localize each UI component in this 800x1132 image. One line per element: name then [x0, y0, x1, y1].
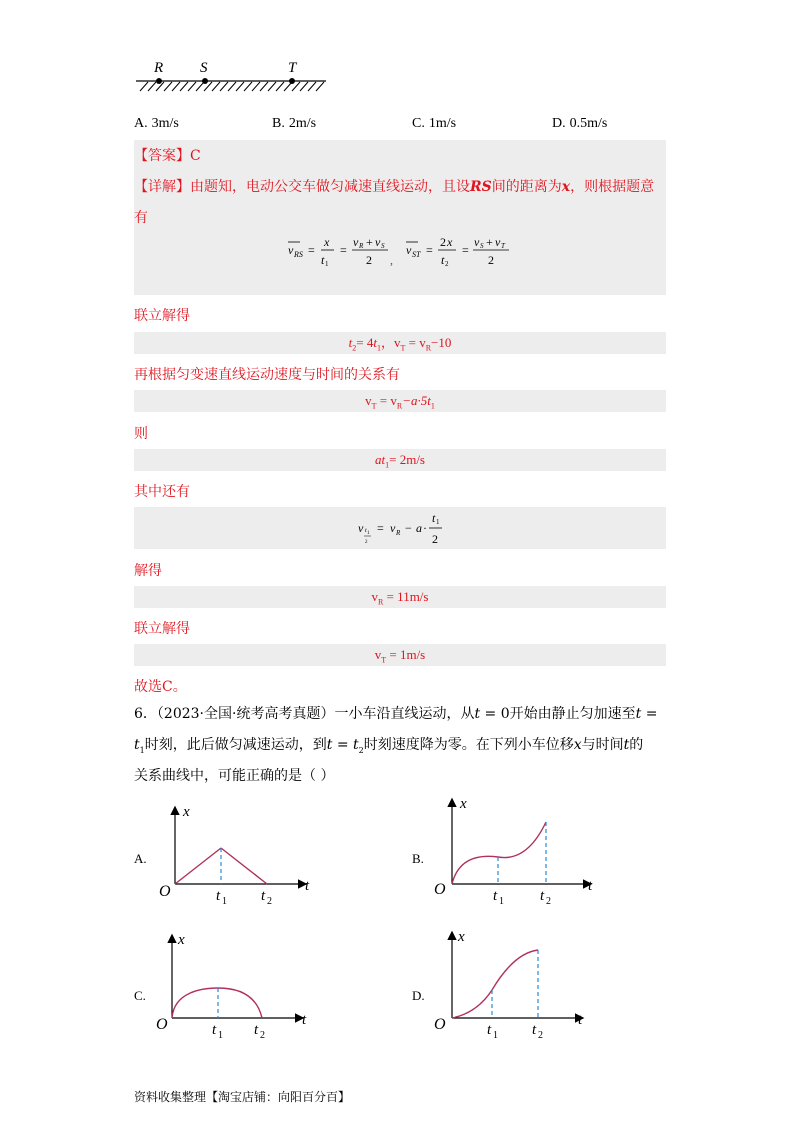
- svg-text:S: S: [381, 242, 385, 250]
- step-eq-6: $v_T = 1m/s$: [134, 644, 666, 666]
- svg-text:=: =: [308, 243, 315, 257]
- svg-text:=: =: [426, 243, 433, 257]
- svg-text:t: t: [540, 888, 545, 904]
- svg-text:t: t: [321, 253, 325, 267]
- svg-text:1: 1: [493, 1030, 498, 1041]
- point-t: [289, 78, 295, 84]
- svg-text:1: 1: [218, 1030, 223, 1041]
- option-d[interactable]: D. 0.5m/s: [552, 116, 608, 131]
- graph-a-letter[interactable]: A.: [134, 851, 147, 866]
- svg-text:O: O: [434, 881, 446, 898]
- option-b[interactable]: B. 2m/s: [272, 116, 317, 131]
- svg-text:T: T: [501, 242, 505, 250]
- point-r: [156, 78, 162, 84]
- svg-text:v: v: [406, 243, 412, 257]
- svg-text:2: 2: [445, 260, 449, 268]
- svg-text:·: ·: [423, 521, 427, 535]
- graph-b[interactable]: [432, 792, 602, 910]
- svg-text:t: t: [432, 511, 436, 525]
- graph-d-letter[interactable]: D.: [412, 988, 425, 1003]
- svg-text:2: 2: [538, 1030, 543, 1041]
- svg-text:v: v: [474, 235, 480, 249]
- svg-text:t: t: [441, 253, 445, 267]
- svg-text:x: x: [183, 804, 190, 820]
- step-eq-4: [350, 508, 460, 550]
- label-s: S: [200, 60, 208, 76]
- svg-text:v: v: [375, 235, 381, 249]
- svg-text:v: v: [353, 235, 359, 249]
- question-line-3: 关系曲线中，可能正确的是（ ）: [134, 768, 335, 784]
- svg-text:1: 1: [325, 260, 329, 268]
- step-label-5: 解得: [134, 563, 162, 579]
- svg-text:x: x: [447, 235, 453, 249]
- svg-text:t: t: [212, 1022, 217, 1038]
- svg-text:2: 2: [488, 253, 494, 267]
- svg-text:1: 1: [436, 518, 440, 526]
- svg-text:O: O: [434, 1016, 446, 1033]
- svg-text:ST: ST: [412, 250, 421, 259]
- svg-text:2: 2: [267, 896, 272, 907]
- step-label-2: 再根据匀变速直线运动速度与时间的关系有: [134, 367, 400, 383]
- svg-text:1: 1: [367, 531, 370, 536]
- step-eq-2: $v_T = v_R-a\cdot 5t_1$: [134, 390, 666, 412]
- step-label-3: 则: [134, 426, 148, 442]
- label-t: T: [288, 60, 297, 76]
- svg-text:1: 1: [222, 896, 227, 907]
- svg-text:=: =: [462, 243, 469, 257]
- option-c[interactable]: C. 1m/s: [412, 116, 457, 131]
- graph-b-letter[interactable]: B.: [412, 851, 424, 866]
- svg-text:O: O: [156, 1016, 168, 1033]
- svg-text:O: O: [159, 883, 171, 900]
- svg-text:t: t: [216, 888, 221, 904]
- svg-text:2: 2: [260, 1030, 265, 1041]
- step-eq-3: $at_1= 2m/s$: [134, 449, 666, 471]
- svg-text:,: ,: [390, 253, 393, 267]
- svg-text:2: 2: [440, 235, 446, 249]
- svg-text:t: t: [493, 888, 498, 904]
- svg-text:v: v: [358, 521, 364, 535]
- svg-text:S: S: [480, 242, 484, 250]
- svg-text:x: x: [460, 796, 467, 812]
- svg-text:1: 1: [499, 896, 504, 907]
- svg-text:t: t: [254, 1022, 259, 1038]
- graph-c-letter[interactable]: C.: [134, 988, 146, 1003]
- svg-text:x: x: [324, 235, 330, 249]
- svg-text:t: t: [365, 528, 367, 534]
- answer-line: 【答案】C: [134, 148, 201, 164]
- svg-text:2: 2: [366, 253, 372, 267]
- step-eq-1: $t_2= 4t_1$，$v_T = v_R-10$: [134, 332, 666, 354]
- svg-text:t: t: [532, 1022, 537, 1038]
- step-label-1: 联立解得: [134, 308, 190, 324]
- svg-text:2: 2: [546, 896, 551, 907]
- svg-text:x: x: [458, 929, 465, 945]
- step-label-4: 其中还有: [134, 484, 190, 500]
- graph-d[interactable]: [432, 925, 602, 1043]
- svg-text:R: R: [396, 529, 401, 537]
- svg-text:t: t: [578, 1012, 583, 1028]
- svg-text:t: t: [302, 1012, 307, 1028]
- svg-text:=: =: [377, 521, 384, 535]
- svg-text:t: t: [588, 878, 593, 894]
- svg-text:t: t: [305, 878, 310, 894]
- svg-text:RS: RS: [294, 250, 303, 259]
- svg-text:v: v: [390, 521, 396, 535]
- svg-text:R: R: [359, 242, 364, 250]
- step-eq-5: $v_R = 11m/s$: [134, 586, 666, 608]
- svg-text:2: 2: [432, 532, 438, 546]
- svg-text:2: 2: [365, 540, 368, 545]
- point-s: [202, 78, 208, 84]
- svg-text:−: −: [405, 521, 412, 535]
- svg-text:+: +: [486, 235, 493, 249]
- rst-figure: [130, 55, 340, 100]
- svg-text:v: v: [495, 235, 501, 249]
- question-line-1: 6．（2023·全国·统考高考真题）一小车沿直线运动，从t = 0开始由静止匀加速至t =: [134, 706, 658, 722]
- footer: 资料收集整理【淘宝店铺：向阳百分百】: [134, 1090, 351, 1104]
- detail-line: 【详解】由题知，电动公交车做匀减速直线运动，且设RS间的距离为x，则根据题意: [134, 179, 655, 195]
- step-label-6: 联立解得: [134, 621, 190, 637]
- graph-a[interactable]: [155, 800, 325, 910]
- svg-text:+: +: [366, 235, 373, 249]
- svg-text:t: t: [487, 1022, 492, 1038]
- avg-velocity-formula: [280, 228, 520, 278]
- svg-text:a: a: [416, 521, 422, 535]
- svg-text:x: x: [178, 932, 185, 948]
- svg-text:v: v: [288, 243, 294, 257]
- svg-text:=: =: [340, 243, 347, 257]
- conclusion: 故选C。: [134, 679, 187, 695]
- detail-line-2: 有: [134, 210, 148, 226]
- svg-text:t: t: [261, 888, 266, 904]
- question-line-2: $t_1$时刻，此后做匀减速运动，到$t = t_2$时刻速度降为零。在下列小车位移x与时间t的: [134, 737, 644, 755]
- label-r: R: [154, 60, 164, 76]
- graph-c[interactable]: [152, 928, 322, 1043]
- option-a[interactable]: A. 3m/s: [134, 116, 179, 131]
